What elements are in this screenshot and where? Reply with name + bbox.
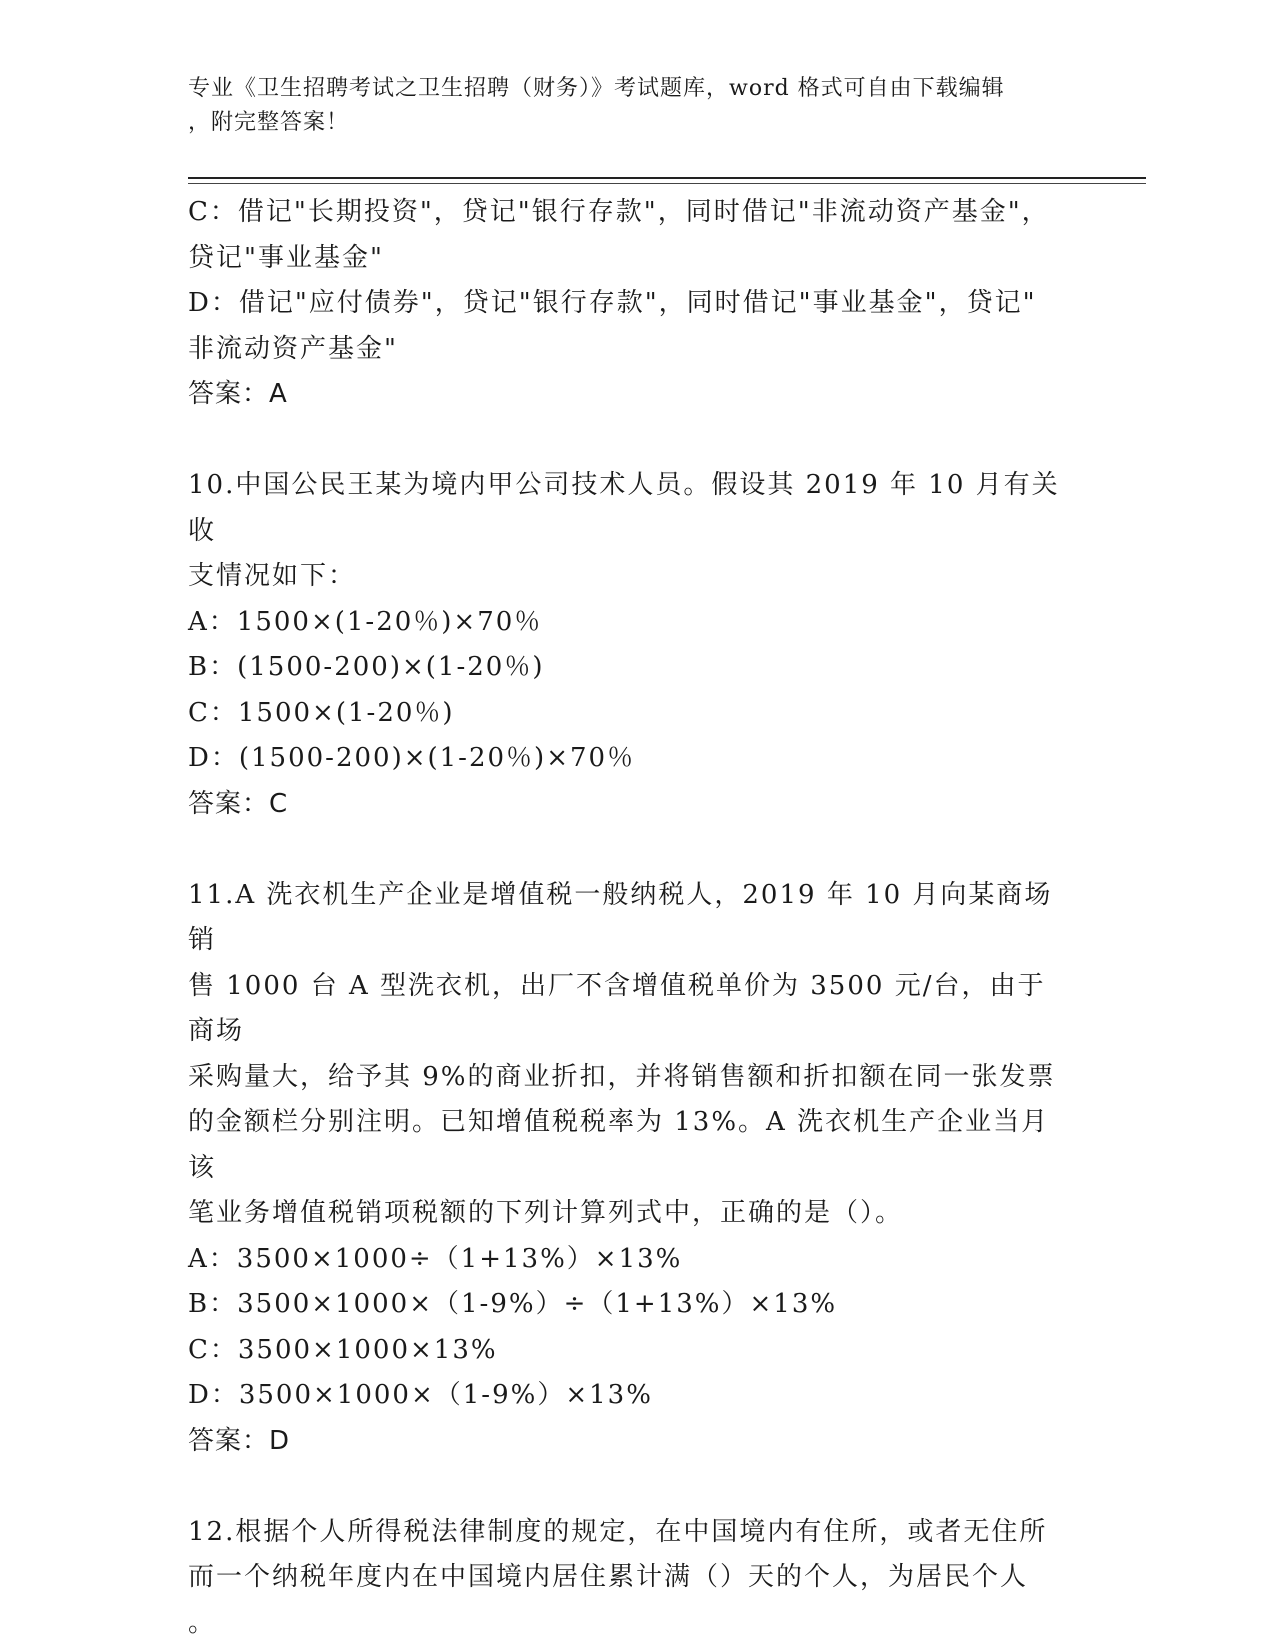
option-d: D：3500×1000×（1-9%）×13% [188, 1380, 653, 1410]
option-c: C：借记"长期投资"，贷记"银行存款"，同时借记"非流动资产基金"， [188, 197, 1050, 227]
question-stem: 12.根据个人所得税法律制度的规定，在中国境内有住所，或者无住所 [188, 1516, 1048, 1547]
document-body [188, 190, 1068, 1646]
question-stem-continued: 而一个纳税年度内在中国境内居住累计满（）天的个人，为居民个人 [188, 1562, 1029, 1592]
header-divider-thin [188, 183, 1146, 184]
question-12 [188, 1510, 1068, 1647]
header-title-line-1: 专业《卫生招聘考试之卫生招聘（财务）》考试题库，word 格式可自由下载编辑 [188, 76, 1005, 101]
header-title-line-2: ，附完整答案！ [188, 110, 350, 135]
page-header [188, 72, 1068, 140]
spacer [188, 827, 1068, 873]
option-d-continued: 非流动资产基金" [188, 333, 398, 364]
question-10 [188, 463, 1068, 827]
option-d: D：(1500-200)×(1-20％)×70％ [188, 743, 636, 773]
option-a: A：3500×1000÷（1+13%）×13% [188, 1243, 683, 1274]
question-stem: 10.中国公民王某为境内甲公司技术人员。假设其 2019 年 10 月有关收 [188, 470, 1060, 546]
question-9-tail [188, 190, 1068, 418]
option-b: B：3500×1000×（1-9%）÷（1+13%）×13% [188, 1289, 838, 1319]
spacer [188, 418, 1068, 464]
option-d: D：借记"应付债券"，贷记"银行存款"，同时借记"事业基金"，贷记" [188, 288, 1037, 318]
question-stem-continued: 采购量大，给予其 9%的商业折扣，并将销售额和折扣额在同一张发票 [188, 1061, 1056, 1092]
question-11 [188, 873, 1068, 1465]
answer-label: 答案：C [188, 788, 289, 819]
option-c: C：1500×(1-20％) [188, 697, 455, 728]
question-stem-continued: 的金额栏分别注明。已知增值税税率为 13%。A 洗衣机生产企业当月该 [188, 1107, 1050, 1183]
answer-label: 答案：A [188, 379, 288, 409]
option-a: A：1500×(1-20％)×70％ [188, 606, 543, 637]
answer-label: 答案：D [188, 1425, 291, 1456]
question-stem-continued: 售 1000 台 A 型洗衣机，出厂不含增值税单价为 3500 元/台，由于商场 [188, 970, 1046, 1046]
question-stem-continued: 支情况如下： [188, 561, 357, 591]
question-stem-continued: 。 [188, 1607, 217, 1638]
option-c-continued: 贷记"事业基金" [188, 242, 384, 273]
header-divider-thick [188, 177, 1146, 179]
question-stem-continued: 笔业务增值税销项税额的下列计算列式中，正确的是（）。 [188, 1198, 904, 1228]
option-b: B：(1500-200)×(1-20％) [188, 652, 545, 682]
option-c: C：3500×1000×13% [188, 1334, 498, 1365]
spacer [188, 1464, 1068, 1510]
question-stem: 11.A 洗衣机生产企业是增值税一般纳税人，2019 年 10 月向某商场销 [188, 879, 1053, 955]
